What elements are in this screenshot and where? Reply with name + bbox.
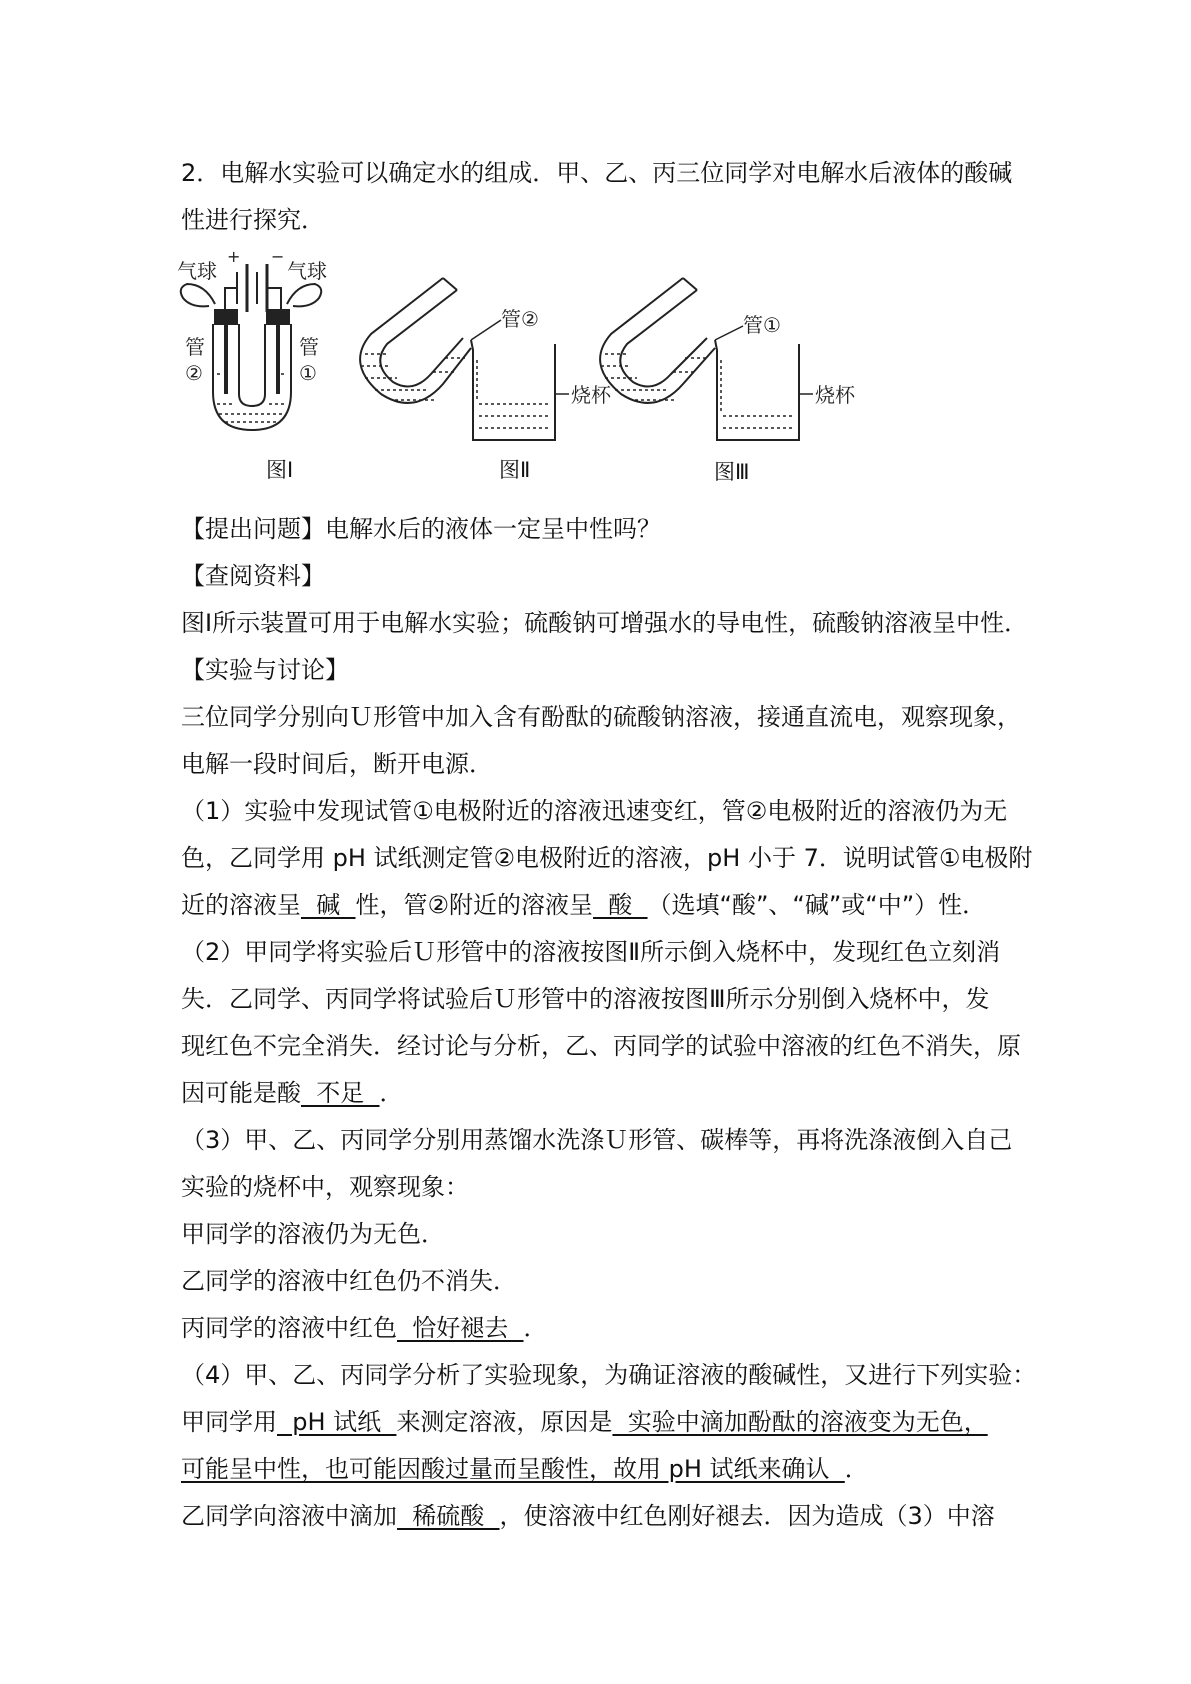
q4-line-3 (181, 1446, 1011, 1493)
figure-2-pouring (360, 278, 612, 440)
q4-text-c: 乙同学向溶液中滴加 (181, 1502, 397, 1530)
q1-answer-2: 酸 (593, 891, 648, 919)
question-content (177, 150, 1037, 1540)
q2-text-a: 因可能是酸 (181, 1079, 301, 1107)
tube-right-label: 管 (299, 335, 319, 359)
q4-answer-2a: 实验中滴加酚酞的溶液变为无色， (612, 1408, 988, 1436)
q4-line-1: （4）甲、乙、丙同学分析了实验现象，为确证溶液的酸碱性，又进行下列实验： (181, 1361, 1037, 1389)
q2-text-b: ． (379, 1079, 404, 1107)
q1-line-3 (181, 882, 1011, 929)
q3-line-4: 乙同学的溶液中红色仍不消失． (181, 1267, 517, 1295)
figure-3-caption: 图Ⅲ (714, 460, 750, 484)
section-experiment-header: 【实验与讨论】 (181, 656, 349, 684)
q4-text-end: ． (844, 1455, 869, 1483)
q4-answer-3: 稀硫酸 (397, 1502, 500, 1530)
tube-left-number: ② (185, 361, 203, 385)
q4-answer-2b: 可能呈中性，也可能因酸过量而呈酸性，故用 pH 试纸来确认 (181, 1455, 845, 1483)
minus-sign: − (271, 247, 285, 266)
q2-line-3: 现红色不完全消失．经讨论与分析，乙、丙同学的试验中溶液的红色不消失，原 (181, 1032, 1021, 1060)
q1-line-2: 色，乙同学用 pH 试纸测定管②电极附近的溶液，pH 小于 7．说明试管①电极附 (181, 844, 1033, 872)
fig2-beaker-label: 烧杯 (571, 383, 611, 407)
q1-text-c: （选填“酸”、“碱”或“中”）性． (647, 891, 987, 919)
q3-text-a: 丙同学的溶液中红色 (181, 1314, 397, 1342)
q3-line-2: 实验的烧杯中，观察现象： (181, 1173, 469, 1201)
section-materials-header: 【查阅资料】 (181, 562, 325, 590)
q4-line-4 (181, 1493, 1011, 1540)
q3-line-3: 甲同学的溶液仍为无色． (181, 1220, 445, 1248)
question-number: 2． (181, 159, 221, 187)
figure-2-caption: 图Ⅱ (499, 458, 531, 482)
intro-line-2: 性进行探究． (181, 206, 325, 234)
tube-left-label: 管 (185, 335, 205, 359)
figure-1-caption: 图Ⅰ (266, 458, 294, 482)
q1-line-1: （1）实验中发现试管①电极附近的溶液迅速变红，管②电极附近的溶液仍为无 (181, 797, 1008, 825)
q2-line-1: （2）甲同学将实验后Ｕ形管中的溶液按图Ⅱ所示倒入烧杯中，发现红色立刻消 (181, 938, 1001, 966)
q3-answer: 恰好褪去 (397, 1314, 524, 1342)
q4-text-b: 来测定溶液，原因是 (396, 1408, 613, 1436)
plus-sign: + (227, 247, 241, 266)
figure-3-pouring (600, 278, 856, 440)
q3-line-5 (181, 1305, 1011, 1352)
experiment-figures (177, 244, 1011, 506)
fig3-beaker-label: 烧杯 (815, 383, 855, 407)
q1-text-b: 性，管②附近的溶液呈 (355, 891, 594, 919)
question-intro: 电解水实验可以确定水的组成．甲、乙、丙三位同学对电解水后液体的酸碱 (220, 159, 1013, 187)
balloon-left-label: 气球 (177, 259, 217, 283)
section-question-header: 【提出问题】电解水后的液体一定呈中性吗？ (181, 515, 661, 543)
intro-line-1 (181, 150, 1011, 197)
q2-answer: 不足 (301, 1079, 380, 1107)
q4-answer-1: pH 试纸 (277, 1408, 397, 1436)
tube-right-number: ① (299, 361, 317, 385)
experiment-line-1: 三位同学分别向Ｕ形管中加入含有酚酞的硫酸钠溶液，接通直流电，观察现象， (181, 703, 1021, 731)
fig3-tube-label: 管① (743, 313, 781, 337)
q2-line-4 (181, 1070, 1011, 1117)
q3-text-b: ． (523, 1314, 548, 1342)
q1-text-a: 近的溶液呈 (181, 891, 301, 919)
q4-text-a: 甲同学用 (181, 1408, 277, 1436)
q4-text-d: ，使溶液中红色刚好褪去．因为造成（3）中溶 (499, 1502, 995, 1530)
q2-line-2: 失．乙同学、丙同学将试验后Ｕ形管中的溶液按图Ⅲ所示分别倒入烧杯中，发 (181, 985, 990, 1013)
materials-text: 图Ⅰ所示装置可用于电解水实验；硫酸钠可增强水的导电性，硫酸钠溶液呈中性． (181, 609, 1029, 637)
balloon-right-label: 气球 (287, 259, 327, 283)
q3-line-1: （3）甲、乙、丙同学分别用蒸馏水洗涤Ｕ形管、碳棒等，再将洗涤液倒入自己 (181, 1126, 1013, 1154)
q1-answer-1: 碱 (301, 891, 356, 919)
q4-line-2 (181, 1399, 1011, 1446)
fig2-tube-label: 管② (501, 307, 539, 331)
experiment-line-2: 电解一段时间后，断开电源． (181, 750, 493, 778)
figure-1-u-tube (177, 247, 327, 430)
